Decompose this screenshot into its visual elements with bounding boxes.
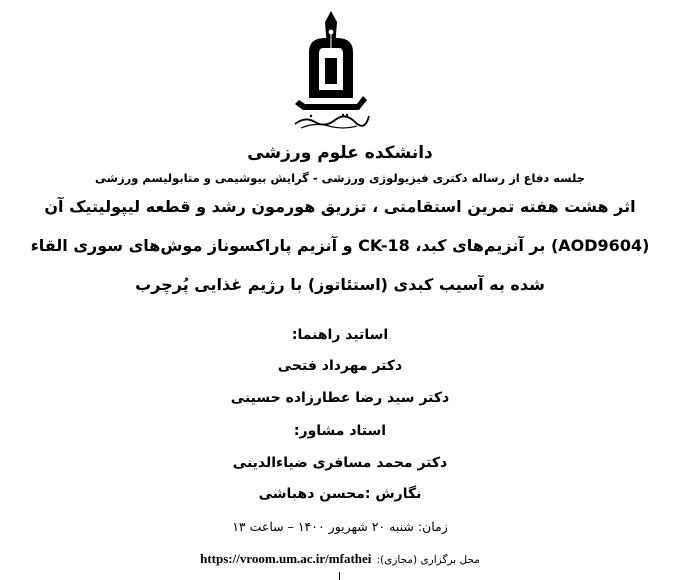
ferdowsi-university-logo-icon: [285, 8, 377, 132]
university-logo: [285, 8, 377, 132]
advisor-name: دکتر مهرداد فتحی: [277, 358, 403, 374]
advisors-label: اساتید راهنما:: [291, 327, 389, 343]
venue-label: محل برگزاری (مجازی):: [376, 554, 480, 566]
thesis-title-line-2: (AOD9604) بر آنزیم‌های کبد، CK-18 و آنزیم پاراکسوناز موش‌های سوری القاء: [30, 236, 650, 255]
consultant-label: استاد مشاور:: [293, 423, 387, 439]
faculty-name: دانشکده علوم ورزشی: [247, 143, 433, 163]
author-line: نگارش :محسن دهباشی: [258, 486, 422, 502]
page-mark: [339, 572, 340, 580]
defense-subtitle: جلسه دفاع از رساله دکتری فیزیولوژی ورزشی - گرایش بیوشیمی و متابولیسم ورزشی: [95, 171, 585, 185]
consultant-name: دکتر محمد مسافری ضیاءالدینی: [232, 455, 448, 471]
thesis-title-line-1: اثر هشت هفته تمرین استقامتی ، تزریق هورمون رشد و قطعه لیپولیتیک آن: [44, 197, 636, 216]
advisor-name: دکتر سید رضا عطارزاده حسینی: [230, 390, 450, 406]
session-time: زمان: شنبه ۲۰ شهریور ۱۴۰۰ – ساعت ۱۳: [232, 519, 448, 534]
thesis-title-line-3: شده به آسیب کبدی (استئاتوز) با رژیم غذایی پُرچرب: [135, 275, 545, 294]
venue-row: [0, 548, 680, 567]
venue-link[interactable]: https://vroom.um.ac.ir/mfathei: [200, 551, 372, 566]
